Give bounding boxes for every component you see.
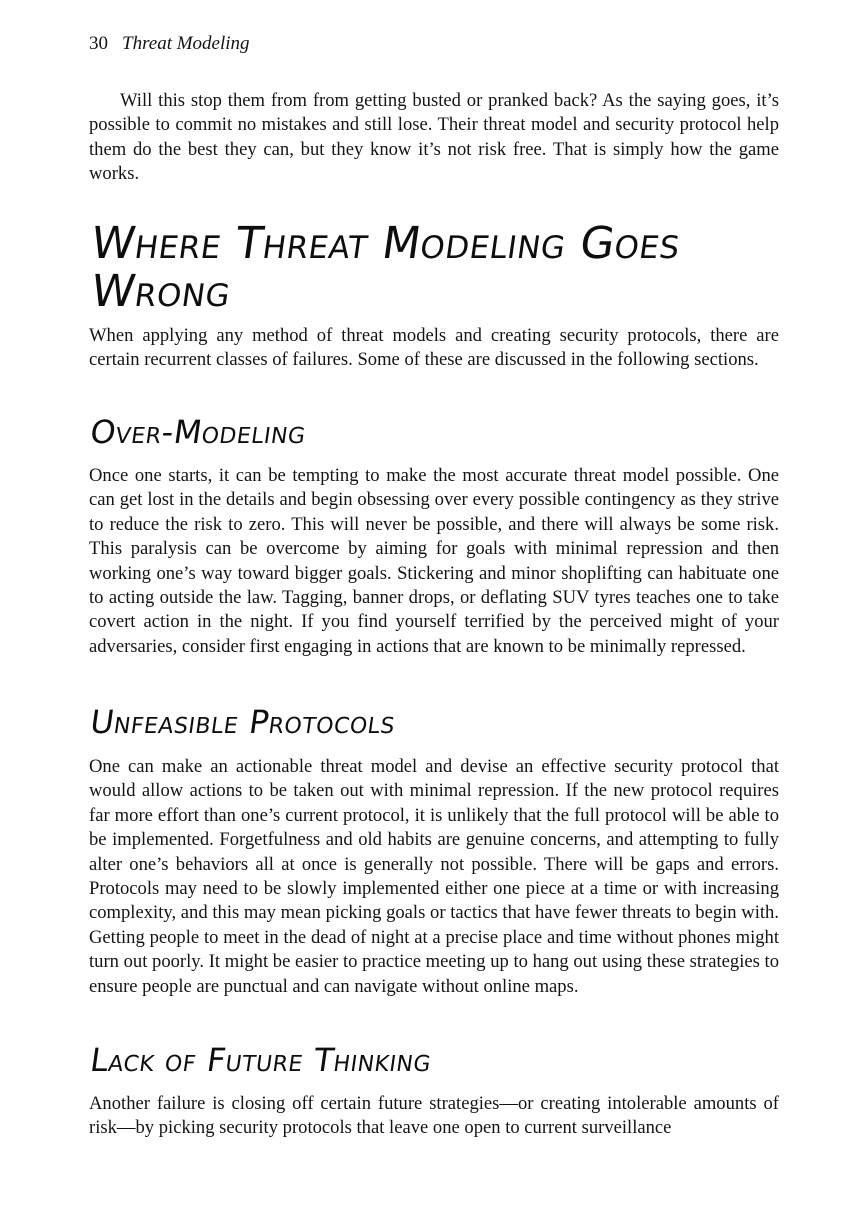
subsection-heading-over-modeling: Over-Modeling — [87, 413, 309, 451]
subsection-heading-lack-of-future-thinking: Lack of Future Thinking — [87, 1041, 435, 1079]
section-heading-line-1: Where Threat Modeling Goes — [87, 218, 684, 269]
future-thinking-paragraph: Another failure is closing off certain future strategies—or creating intolerable amounts of risk—by picking security protocols that leave one open to current surveillance — [89, 1093, 779, 1139]
over-modeling-paragraph: Once one starts, it can be tempting to make the most accurate threat model possible. One can get lost in the details and begin obsessing over every possible contingency as they strive to reduce the risk to zero. This will never be possible, and there will always be some risk. This paralysis can be overcome by aiming for goals with minimal repression and then working one’s way toward bigger goals. Stickering and minor shoplifting can habituate one to acting outside the law. Tagging, banner drops, or deflating SUV tyres teaches one to take covert action in the night. If you find yourself terrified by the perceived might of your adversaries, consider first engaging in actions that are known to be minimally repressed. — [89, 465, 779, 657]
subsection-heading-unfeasible-protocols: Unfeasible Protocols — [87, 703, 399, 741]
running-head — [89, 32, 250, 56]
running-title: Threat Modeling — [122, 33, 250, 54]
unfeasible-protocols-paragraph: One can make an actionable threat model and devise an effective security protocol that would allow actions to be taken out with minimal repression. If the new protocol requires far more effort than one’s current protocol, it is unlikely that the full protocol will be able to be implemented. Forgetfulness and old habits are genuine concerns, and attempting to fully alter one’s behaviors all at once is generally not possible. There will be gaps and errors. Protocols may need to be slowly implemented either one piece at a time or with increasing complexity, and this may mean picking goals or tactics that have fewer threats to begin with. Getting people to meet in the dead of night at a precise place and time without phones might turn out poorly. It might be easier to practice meeting up to hang out using these strategies to ensure people are punctual and can navigate without online maps. — [89, 756, 779, 997]
intro-paragraph: Will this stop them from from getting busted or pranked back? As the saying goes, it’s possible to commit no mistakes and still lose. Their threat model and security protocol help them do the best they can, but they know it’s not risk free. That is simply how the game works. — [89, 90, 779, 185]
page-number: 30 — [89, 33, 108, 54]
section-intro-paragraph: When applying any method of threat models and creating security protocols, there are certain recurrent classes of failures. Some of these are discussed in the following sections. — [89, 325, 779, 371]
section-heading-line-2: Wrong — [87, 266, 235, 317]
